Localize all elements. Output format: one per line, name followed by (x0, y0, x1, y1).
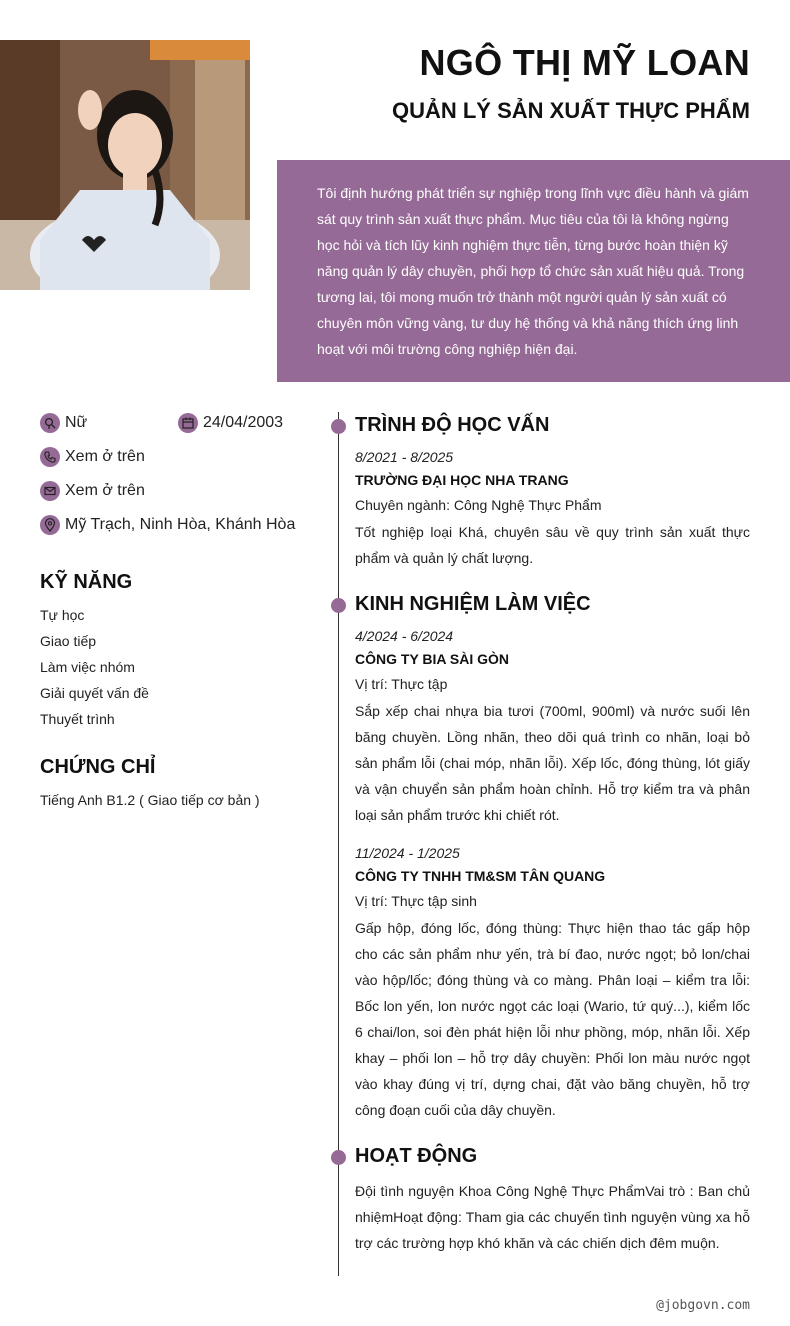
skill-item: Làm việc nhóm (40, 659, 135, 675)
skill-item: Giao tiếp (40, 633, 97, 649)
timeline-dot (331, 598, 346, 613)
phone-icon (40, 447, 60, 467)
certificates-heading: CHỨNG CHỈ (40, 756, 156, 778)
job-company: CÔNG TY TNHH TM&SM TÂN QUANG (355, 868, 606, 884)
school-name: TRƯỜNG ĐẠI HỌC NHA TRANG (355, 472, 569, 488)
email-row (40, 481, 145, 501)
job-title: QUẢN LÝ SẢN XUẤT THỰC PHẨM (391, 98, 750, 123)
footer-watermark: @jobgovn.com (656, 1298, 750, 1313)
email-value: Xem ở trên (65, 482, 145, 499)
job-period: 11/2024 - 1/2025 (355, 845, 460, 861)
address-value: Mỹ Trạch, Ninh Hòa, Khánh Hòa (65, 516, 296, 533)
address-row (40, 515, 295, 535)
job-period: 4/2024 - 6/2024 (355, 628, 454, 644)
education-period: 8/2021 - 8/2025 (355, 449, 454, 465)
education-heading: TRÌNH ĐỘ HỌC VẤN (355, 414, 550, 436)
career-objective: Tôi định hướng phát triển sự nghiệp trong lĩnh vực điều hành và giám sát quy trình sản xuất thực phẩm. Mục tiêu của tôi là không ngừng học hỏi và tích lũy kinh nghiệm thực tiễn, từng bước hoàn thiện kỹ năng quản lý dây chuyền, phối hợp tổ chức sản xuất hiệu quả. Trong tương lai, tôi mong muốn trở thành một người quản lý sản xuất có chuyên môn vững vàng, tư duy hệ thống và khả năng thích ứng linh hoạt với môi trường công nghiệp hiện đại. (277, 160, 790, 382)
gender-icon (40, 413, 60, 433)
timeline-line (338, 412, 339, 1276)
birthday-row (178, 413, 283, 433)
calendar-icon (178, 413, 198, 433)
location-icon (40, 515, 60, 535)
gender-row (40, 413, 87, 433)
skill-item: Thuyết trình (40, 711, 115, 727)
birthday-value: 24/04/2003 (203, 414, 284, 431)
skill-item: Giải quyết vấn đề (40, 685, 149, 701)
job-description: Sắp xếp chai nhựa bia tươi (700ml, 900ml) và nước suối lên băng chuyền. Lồng nhãn, theo dõi quá trình co nhãn, loại bỏ sản phẩm lỗi (chai móp, nhãn lỗi). Xếp lốc, đóng thùng, lót giấy và vận chuyển sản phẩm hoàn chỉnh. Hỗ trợ kiểm tra và phân loại sản phẩm trước khi chiết rót. (355, 703, 750, 823)
phone-value: Xem ở trên (65, 448, 145, 465)
candidate-name: NGÔ THỊ MỸ LOAN (419, 42, 750, 83)
profile-photo (0, 40, 250, 290)
certificate-item: Tiếng Anh B1.2 ( Giao tiếp cơ bản ) (40, 792, 260, 808)
education-major: Chuyên ngành: Công Nghệ Thực Phẩm (355, 497, 602, 513)
skills-heading: KỸ NĂNG (40, 571, 133, 593)
activities-heading: HOẠT ĐỘNG (355, 1145, 478, 1167)
timeline-dot (331, 1150, 346, 1165)
job-position: Vị trí: Thực tập (355, 676, 448, 692)
email-icon (40, 481, 60, 501)
gender-value: Nữ (65, 414, 88, 431)
experience-heading: KINH NGHIỆM LÀM VIỆC (355, 593, 591, 615)
skill-item: Tự học (40, 607, 85, 623)
timeline-dot (331, 419, 346, 434)
job-position: Vị trí: Thực tập sinh (355, 893, 477, 909)
job-company: CÔNG TY BIA SÀI GÒN (355, 651, 510, 667)
activities-description: Đội tình nguyện Khoa Công Nghệ Thực PhẩmVai trò : Ban chủ nhiệmHoạt động: Tham gia các chuyến tình nguyện vùng xa hỗ trợ các trường hợp khó khăn và các chiến dịch đêm muộn. (355, 1183, 750, 1251)
education-description: Tốt nghiệp loại Khá, chuyên sâu về quy trình sản xuất thực phẩm và quản lý chất lượng. (355, 524, 750, 566)
job-description: Gấp hộp, đóng lốc, đóng thùng: Thực hiện thao tác gấp hộp cho các sản phẩm như yến, trà bí đao, nước ngọt; bỏ lon/chai vào hộp/lốc; đóng thùng và co màng. Phân loại – kiểm tra lỗi: Bốc lon yến, lon nước ngọt các loại (Wario, tứ quý...), kiểm lốc 6 chai/lon, soi đèn phát hiện lỗi như phồng, móp, nhãn lỗi. Xếp khay – phối lon – hỗ trợ dây chuyền: Phối lon màu nước ngọt vào khay đúng vị trí, dựng chai, đặt vào băng chuyền, hỗ trợ công đoạn cuối của dây chuyền. (355, 920, 750, 1118)
phone-row (40, 447, 145, 467)
